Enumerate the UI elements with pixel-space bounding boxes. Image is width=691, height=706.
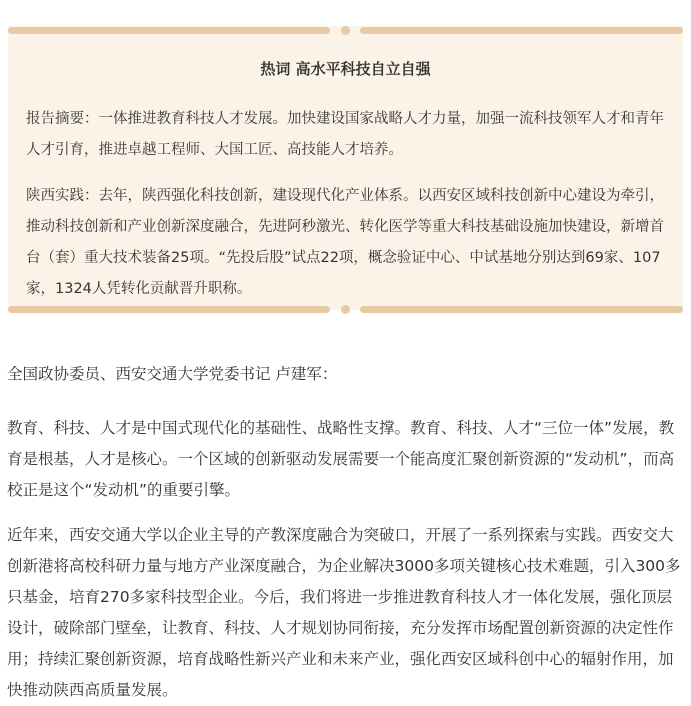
paragraph-1: 教育、科技、人才是中国式现代化的基础性、战略性支撑。教育、科技、人才“三位一体”发展，教育是根基，人才是核心。一个区域的创新驱动发展需要一个能高度汇聚创新资源的“发动机”，而高校正是这个“发动机”的重要引擎。: [7, 419, 675, 499]
bottom-divider-left: [8, 306, 330, 313]
speaker-line: 全国政协委员、西安交通大学党委书记 卢建军：: [7, 365, 338, 383]
bottom-divider-right: [360, 306, 683, 313]
top-divider-dot: [341, 26, 350, 35]
report-summary: 报告摘要：一体推进教育科技人才发展。加快建设国家战略人才力量，加强一流科技领军人才和青年人才引育，推进卓越工程师、大国工匠、高技能人才培养。: [26, 111, 664, 158]
box-title: 热词 高水平科技自立自强: [260, 60, 431, 78]
shaanxi-practice: 陕西实践：去年，陕西强化科技创新，建设现代化产业体系。以西安区域科技创新中心建设为牵引，推动科技创新和产业创新深度融合，先进阿秒激光、转化医学等重大科技基础设施加快建设，新增首台（套）重大技术装备25项。“先投后股”试点22项，概念验证中心、中试基地分别达到69家、107家，1324人凭转化贡献晋升职称。: [26, 188, 664, 297]
paragraph-2: 近年来，西安交通大学以企业主导的产教深度融合为突破口，开展了一系列探索与实践。西安交大创新港将高校科研力量与地方产业深度融合，为企业解决3000多项关键核心技术难题，引入300多只基金，培育270多家科技型企业。今后，我们将进一步推进教育科技人才一体化发展，强化顶层设计，破除部门壁垒，让教育、科技、人才规划协同衔接，充分发挥市场配置创新资源的决定性作用；持续汇聚创新资源，培育战略性新兴产业和未来产业，强化西安区域科创中心的辐射作用，加快推动陕西高质量发展。: [7, 526, 681, 699]
top-divider-left: [8, 27, 330, 34]
top-divider-right: [360, 27, 683, 34]
bottom-divider-dot: [341, 305, 350, 314]
